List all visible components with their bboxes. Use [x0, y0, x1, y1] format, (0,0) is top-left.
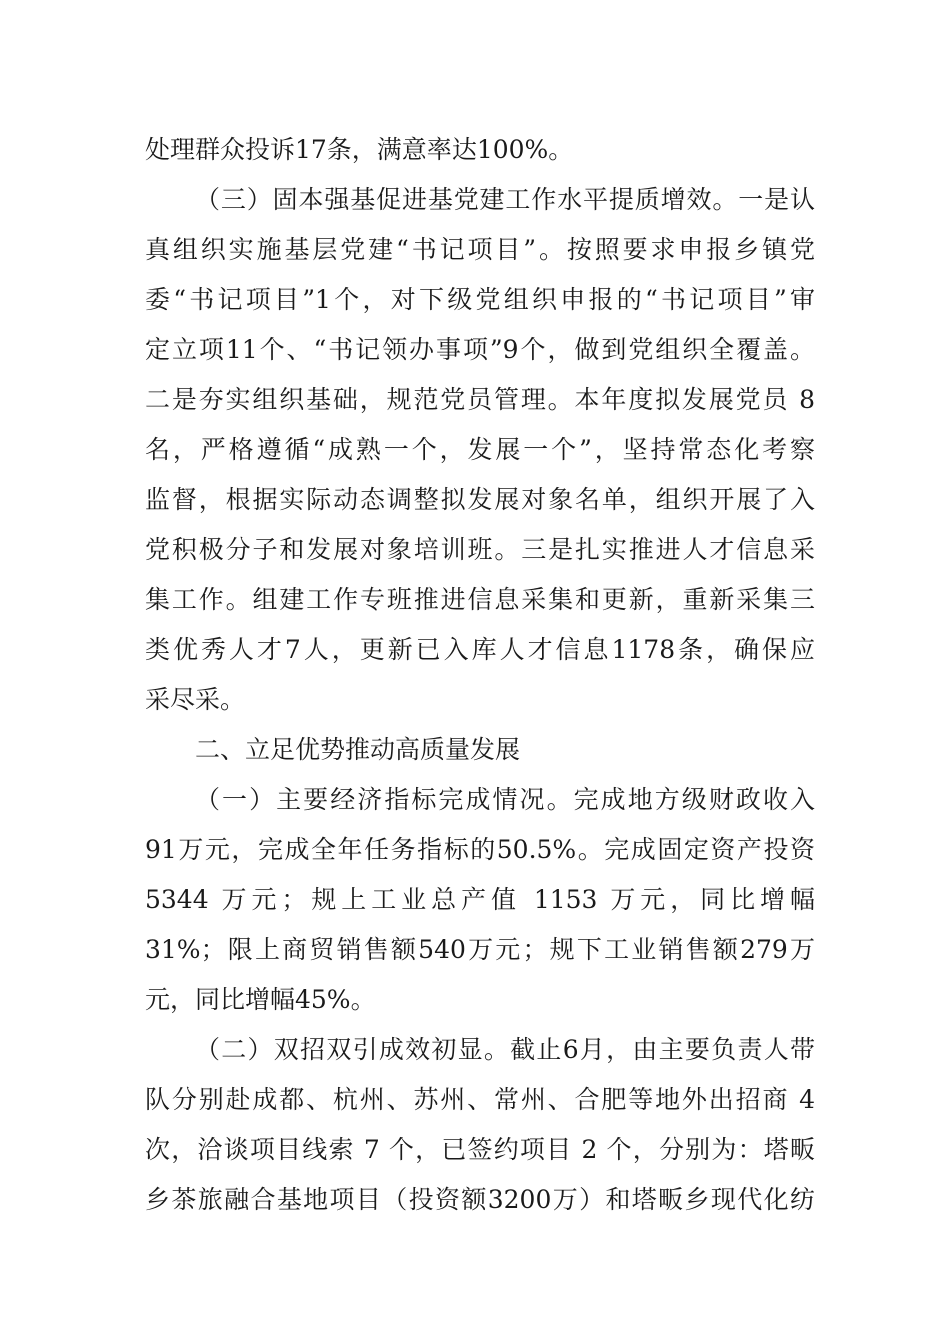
text-line: 真组织实施基层党建“书记项目”。按照要求申报乡镇党: [145, 235, 815, 264]
text-line: 委“书记项目”1个，对下级党组织申报的“书记项目”审: [145, 285, 815, 314]
text-line: 5344 万元；规上工业总产值 1153 万元，同比增幅: [145, 885, 815, 914]
text-line: （三）固本强基促进基党建工作水平提质增效。一是认: [195, 185, 815, 214]
text-line: 元，同比增幅45%。: [145, 985, 376, 1014]
text-line: 名，严格遵循“成熟一个，发展一个”，坚持常态化考察: [145, 435, 815, 464]
text-line: 队分别赴成都、杭州、苏州、常州、合肥等地外出招商 4: [145, 1085, 815, 1114]
text-line: 处理群众投诉17条，满意率达100%。: [145, 135, 574, 164]
text-line: 党积极分子和发展对象培训班。三是扎实推进人才信息采: [145, 535, 815, 564]
text-line: 类优秀人才7人，更新已入库人才信息1178条，确保应: [145, 635, 815, 664]
text-line: 二是夯实组织基础，规范党员管理。本年度拟发展党员 8: [145, 385, 815, 414]
text-line: 次，洽谈项目线索 7 个，已签约项目 2 个，分别为：塔畈: [145, 1135, 815, 1164]
text-line: （一）主要经济指标完成情况。完成地方级财政收入: [195, 785, 815, 814]
text-line: 采尽采。: [145, 685, 246, 714]
text-line: 集工作。组建工作专班推进信息采集和更新，重新采集三: [145, 585, 815, 614]
text-line: 31%；限上商贸销售额540万元；规下工业销售额279万: [145, 935, 815, 964]
text-line: 监督，根据实际动态调整拟发展对象名单，组织开展了入: [145, 485, 815, 514]
text-line: 定立项11个、“书记领办事项”9个，做到党组织全覆盖。: [145, 335, 815, 364]
section-heading: 二、立足优势推动高质量发展: [195, 735, 521, 764]
text-line: 91万元，完成全年任务指标的50.5%。完成固定资产投资: [145, 835, 815, 864]
text-line: 乡茶旅融合基地项目（投资额3200万）和塔畈乡现代化纺: [145, 1185, 815, 1214]
text-line: （二）双招双引成效初显。截止6月，由主要负责人带: [195, 1035, 815, 1064]
